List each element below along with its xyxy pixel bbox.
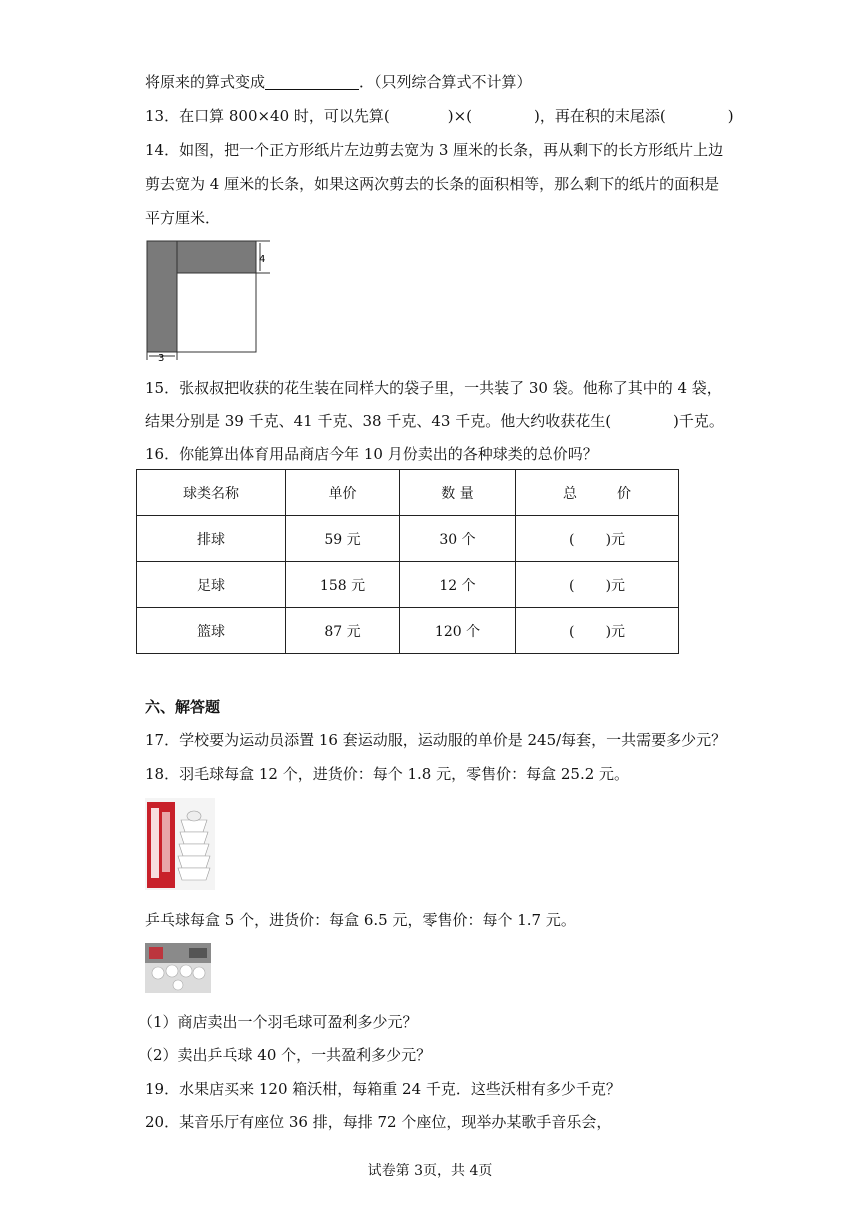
header-total: 总 价 [516,470,679,516]
top-cut-strip [177,241,256,273]
cell-total[interactable]: ( )元 [516,608,679,654]
q18-line: 18．羽毛球每盒 12 个，进货价：每个 1.8 元，零售价：每盒 25.2 元。 [145,765,630,783]
q18-sub1: （1）商店卖出一个羽毛球可盈利多少元？ [138,1013,418,1031]
cell-qty: 30 个 [400,516,516,562]
q14-line-2: 剪去宽为 4 厘米的长条，如果这两次剪去的长条的面积相等，那么剩下的纸片的面积是 [145,175,720,193]
cell-total[interactable]: ( )元 [516,562,679,608]
table-row [137,608,679,654]
shuttlecock-stack [178,811,210,880]
q12-tail-before: 将原来的算式变成 [145,73,266,91]
cell-price: 87 元 [286,608,400,654]
cell-price: 158 元 [286,562,400,608]
cell-name: 排球 [137,516,286,562]
q12-tail-after: ．（只列综合算式不计算） [359,73,532,91]
q19-line: 19．水果店买来 120 箱沃柑，每箱重 24 千克．这些沃柑有多少千克？ [145,1080,621,1098]
q15-line-2b: )千克。 [673,412,724,430]
q12-answer-blank[interactable] [265,73,359,90]
q13-part-c: )，再在积的末尾添( [534,107,666,125]
remaining-piece [177,273,256,352]
q20-line: 20．某音乐厅有座位 36 排，每排 72 个座位，现举办某歌手音乐会， [145,1113,612,1131]
left-cut-strip [147,241,177,352]
cell-name: 篮球 [137,608,286,654]
q12-tail-line [145,72,532,92]
cell-total[interactable]: ( )元 [516,516,679,562]
q18-sub2: （2）卖出乒乓球 40 个，一共盈利多少元？ [138,1046,432,1064]
table-row [137,516,679,562]
section-title-answers: 六、解答题 [145,698,221,716]
table-header-row [137,470,679,516]
table-row [137,562,679,608]
q15-line-1: 15．张叔叔把收获的花生装在同样大的袋子里，一共装了 30 袋。他称了其中的 4 袋， [145,379,722,397]
cell-qty: 120 个 [400,608,516,654]
dim-label-3: 3 [158,353,165,363]
pingpong-line: 乒乓球每盒 5 个，进货价：每盒 6.5 元，零售价：每个 1.7 元。 [145,911,576,929]
pingpong-box-image [145,943,211,993]
cell-price: 59 元 [286,516,400,562]
q13-line [145,106,734,126]
badminton-box-image [145,798,215,890]
q13-part-d: ) [727,107,734,125]
q14-line-3: 平方厘米． [145,209,221,227]
q15-line-2a: 结果分别是 39 千克、41 千克、38 千克、43 千克。他大约收获花生( [145,412,612,430]
header-name: 球类名称 [137,470,286,516]
q16-line: 16．你能算出体育用品商店今年 10 月份卖出的各种球类的总价吗？ [145,445,598,463]
header-qty: 数 量 [400,470,516,516]
cell-name: 足球 [137,562,286,608]
q13-part-a: 13．在口算 800×40 时，可以先算( [145,107,390,125]
square-cut-figure [140,238,280,363]
dim-label-4: 4 [259,254,266,265]
q13-part-b: )×( [447,107,473,125]
ball-price-table [136,469,679,654]
q15-line-2 [145,411,724,431]
cell-qty: 12 个 [400,562,516,608]
header-price: 单价 [286,470,400,516]
page-footer: 试卷第 3页，共 4页 [367,1163,493,1179]
q17-line: 17．学校要为运动员添置 16 套运动服，运动服的单价是 245/每套，一共需要多少元？ [145,731,727,749]
q14-line-1: 14．如图，把一个正方形纸片左边剪去宽为 3 厘米的长条，再从剩下的长方形纸片上边 [145,141,724,159]
